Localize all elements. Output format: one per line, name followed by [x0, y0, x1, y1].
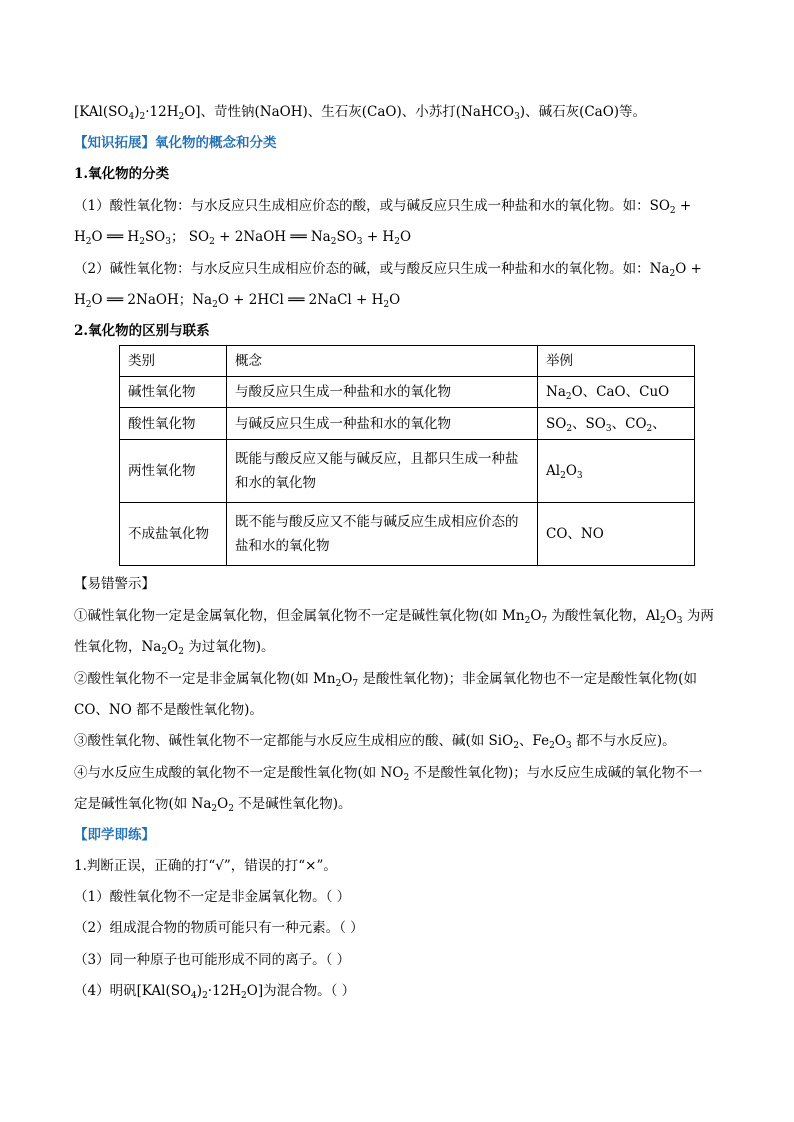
text: ②酸性氧化物不一定是非金属氧化物(如 Mn [74, 671, 336, 687]
text: ①碱性氧化物一定是金属氧化物，但金属氧化物不一定是碱性氧化物(如 Mn [74, 608, 525, 624]
table-row [120, 408, 695, 440]
warning-item-1 [74, 606, 714, 626]
subscript: 3 [165, 237, 171, 247]
subscript: 4 [191, 991, 197, 1001]
text: ) [196, 983, 203, 999]
text: O]、苛性钠(NaOH)、生石灰(CaO)、小苏打(NaHCO [184, 104, 515, 120]
subscript: 3 [514, 112, 520, 122]
text: 和水的氧化物 [235, 475, 316, 491]
table-header-row [120, 346, 695, 377]
example-cell [538, 440, 695, 503]
concept-cell: 与酸反应只生成一种盐和水的氧化物 [227, 377, 538, 408]
text: 既能与酸反应又能与碱反应，且都只生成一种盐 [235, 451, 519, 467]
text: H [74, 292, 86, 308]
subscript: 2 [139, 112, 146, 122]
subscript: 2 [524, 616, 531, 626]
header-cell: 举例 [538, 346, 695, 377]
text: O ══ 2NaOH；Na [91, 292, 213, 308]
text: O ══ H [91, 229, 140, 245]
text: Al [546, 463, 561, 479]
subscript: 2 [211, 804, 218, 814]
text: O [341, 671, 353, 687]
intro-line [74, 102, 646, 122]
subscript: 7 [352, 679, 359, 689]
subscript: 2 [383, 300, 390, 310]
text: ·12H [145, 104, 179, 120]
text: 都不与水反应)。 [571, 733, 676, 749]
text: SO [546, 415, 567, 432]
subscript: 2 [209, 237, 215, 247]
type-cell: 酸性氧化物 [120, 408, 227, 440]
text: )、碱石灰(CaO)等。 [519, 104, 647, 120]
subscript: 2 [669, 206, 676, 216]
text: SO [336, 229, 357, 245]
text: O [530, 608, 542, 624]
text: O [665, 608, 677, 624]
basic-oxide-definition [74, 259, 702, 279]
text: ； SO [171, 229, 210, 245]
text: SO [144, 229, 166, 245]
text: 定是碱性氧化物(如 Na [74, 796, 212, 812]
type-cell: 碱性氧化物 [120, 377, 227, 408]
subscript: 2 [178, 112, 185, 122]
subscript: 2 [394, 237, 400, 247]
subscript: 2 [161, 647, 168, 657]
text: 为酸性氧化物，Al [547, 608, 660, 624]
text: （2）碱性氧化物：与水反应只生成相应价态的碱，或与酸反应只生成一种盐和水的氧化物。如：Na [74, 261, 670, 277]
text: 不是酸性氧化物)；与水反应生成碱的氧化物不一 [409, 765, 703, 781]
text: 性氧化物，Na [74, 639, 162, 655]
text: H [74, 229, 86, 245]
subscript: 7 [541, 616, 548, 626]
subscript: 2 [85, 300, 92, 310]
text: 是酸性氧化物)；非金属氧化物也不一定是酸性氧化物(如 [358, 671, 697, 687]
question-2: （2）组成混合物的物质可能只有一种元素。（ ） [74, 920, 364, 936]
subscript: 3 [676, 616, 683, 626]
table-row [120, 440, 695, 503]
subscript: 3 [565, 741, 572, 751]
subscript: 2 [560, 471, 566, 481]
subscript: 2 [330, 237, 337, 247]
acidic-oxide-equations [74, 227, 411, 247]
subscript: 2 [403, 773, 410, 783]
subscript: 3 [576, 471, 583, 481]
subscript: 3 [356, 237, 363, 247]
text: 为两 [682, 608, 714, 624]
subscript: 2 [646, 423, 653, 434]
subscript: 4 [128, 112, 135, 122]
subscript: 2 [549, 741, 555, 751]
text: O [389, 292, 401, 308]
header-cell: 类别 [120, 346, 227, 377]
text: O [399, 229, 412, 245]
example-cell [538, 408, 695, 440]
text: 既不能与酸反应又不能与碱反应生成相应价态的 [235, 514, 519, 530]
concept-cell: 与碱反应只生成一种盐和水的氧化物 [227, 408, 538, 440]
subscript: 2 [565, 392, 572, 402]
table-row [120, 377, 695, 408]
concept-cell [227, 440, 538, 503]
subscript: 2 [228, 804, 234, 814]
text: [KAl(SO [74, 104, 129, 120]
subscript: 2 [669, 269, 676, 279]
subscript: 2 [85, 237, 92, 247]
text: ·12H [207, 983, 242, 999]
text: ③酸性氧化物、碱性氧化物不一定都能与水反应生成相应的酸、碱(如 SiO [74, 733, 514, 749]
section-title-practice: 【即学即练】 [74, 827, 155, 843]
subscript: 2 [212, 300, 218, 310]
subscript: 2 [178, 647, 184, 657]
concept-cell [227, 503, 538, 566]
basic-oxide-equations [74, 290, 400, 310]
text: O]为混合物。（ ） [246, 983, 356, 999]
subscript: 2 [241, 991, 247, 1001]
text: ④与水反应生成酸的氧化物不一定是酸性氧化物(如 NO [74, 765, 404, 781]
text: O + [675, 261, 702, 277]
warning-item-2 [74, 669, 697, 689]
heading-classification: 1.氧化物的分类 [74, 166, 170, 182]
text: O + 2HCl ══ 2NaCl + H [217, 292, 384, 308]
text: O [554, 733, 566, 749]
text: Na [546, 384, 566, 400]
table-row [120, 503, 695, 566]
text: 、CO [611, 415, 647, 432]
text: 、Fe [518, 733, 550, 749]
warning-item-4 [74, 763, 702, 783]
example-cell: CO、NO [538, 503, 695, 566]
question-1: （1）酸性氧化物不一定是非金属氧化物。（ ） [74, 889, 351, 905]
type-cell: 两性氧化物 [120, 440, 227, 503]
subscript: 2 [566, 423, 573, 434]
question-4 [74, 981, 355, 1001]
warning-title: 【易错警示】 [74, 576, 155, 592]
text: （4）明矾[KAl(SO [74, 983, 192, 999]
text: （1）酸性氧化物：与水反应只生成相应价态的酸，或与碱反应只生成一种盐和水的氧化物。如：SO [74, 198, 670, 214]
subscript: 2 [202, 991, 208, 1001]
subscript: 2 [659, 616, 666, 626]
text: + H [362, 229, 395, 245]
text: 、 [652, 415, 666, 432]
question-3: （3）同一种原子也可能形成不同的离子。（ ） [74, 952, 351, 968]
text: 盐和水的氧化物 [235, 538, 330, 554]
text: O [167, 639, 179, 655]
section-title-knowledge: 【知识拓展】氧化物的概念和分类 [74, 135, 277, 151]
subscript: 2 [335, 679, 342, 689]
text: 、SO [572, 415, 606, 432]
subscript: 2 [513, 741, 519, 751]
text: + 2NaOH ══ Na [214, 229, 331, 245]
example-cell [538, 377, 695, 408]
warning-item-4-cont [74, 794, 352, 814]
text: 为过氧化物)。 [183, 639, 275, 655]
warning-item-2-cont: CO、NO 都不是酸性氧化物)。 [74, 702, 263, 718]
heading-differences: 2.氧化物的区别与联系 [74, 323, 210, 339]
type-cell: 不成盐氧化物 [120, 503, 227, 566]
acidic-oxide-definition [74, 196, 691, 216]
oxide-table [119, 345, 695, 566]
text: O、CaO、CuO [571, 384, 670, 400]
warning-item-1-cont [74, 637, 274, 657]
text: ) [134, 104, 140, 120]
text: O [217, 796, 229, 812]
text: + [675, 198, 692, 214]
question-intro: 1.判断正误，正确的打“√”，错误的打“×”。 [74, 858, 337, 874]
text: O [565, 463, 577, 479]
text: 不是碱性氧化物)。 [233, 796, 352, 812]
subscript: 2 [139, 237, 145, 247]
header-cell: 概念 [227, 346, 538, 377]
subscript: 3 [605, 423, 612, 434]
warning-item-3 [74, 731, 676, 751]
